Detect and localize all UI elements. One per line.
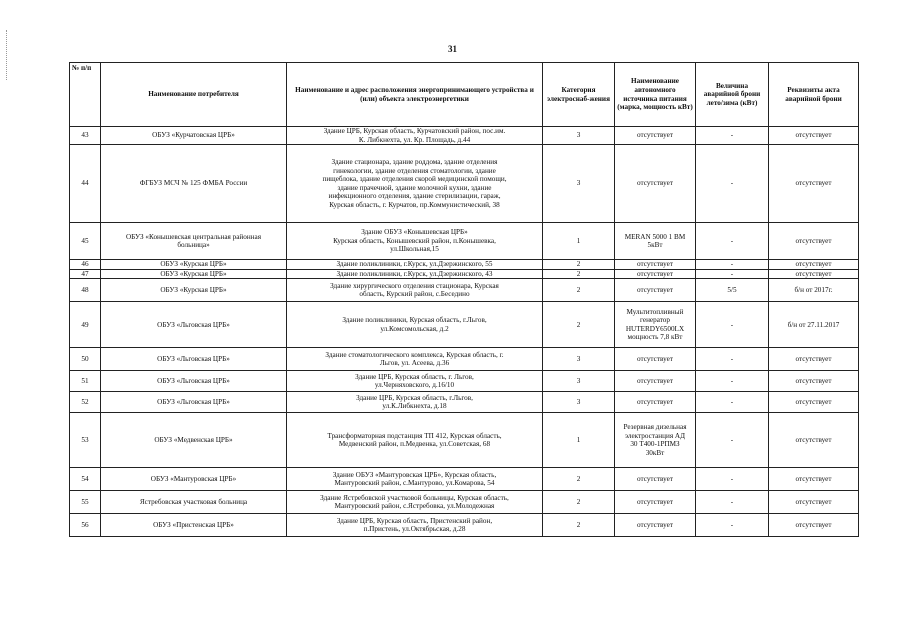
row-consumer: Ястребовская участковая больница — [101, 491, 287, 514]
table-row — [70, 279, 859, 302]
row-number: 53 — [70, 413, 101, 468]
row-reserve: - — [696, 127, 769, 145]
row-reserve: - — [696, 348, 769, 371]
row-consumer: ОБУЗ «Льговская ЦРБ» — [101, 392, 287, 413]
table-row — [70, 491, 859, 514]
row-power-source: отсутствует — [615, 145, 696, 223]
table-row — [70, 269, 859, 279]
row-category: 3 — [543, 348, 615, 371]
row-number: 44 — [70, 145, 101, 223]
row-act: отсутствует — [769, 371, 859, 392]
row-category: 3 — [543, 145, 615, 223]
table-row — [70, 371, 859, 392]
row-category: 2 — [543, 514, 615, 537]
table-row — [70, 127, 859, 145]
row-act: отсутствует — [769, 491, 859, 514]
table-row — [70, 260, 859, 270]
row-consumer: ОБУЗ «Курчатовская ЦРБ» — [101, 127, 287, 145]
row-power-source: отсутствует — [615, 468, 696, 491]
row-act: отсутствует — [769, 223, 859, 260]
table-row — [70, 145, 859, 223]
row-number: 48 — [70, 279, 101, 302]
row-number: 47 — [70, 269, 101, 279]
row-address: Здание поликлиники, Курская область, г.Льгов, ул.Комсомольская, д.2 — [287, 302, 543, 348]
table-body — [70, 127, 859, 537]
row-category: 1 — [543, 223, 615, 260]
row-consumer: ОБУЗ «Курская ЦРБ» — [101, 260, 287, 270]
row-reserve: - — [696, 491, 769, 514]
row-power-source: отсутствует — [615, 279, 696, 302]
row-category: 1 — [543, 413, 615, 468]
row-consumer: ОБУЗ «Мантуровская ЦРБ» — [101, 468, 287, 491]
row-reserve: - — [696, 223, 769, 260]
row-address: Здание ОБУЗ «Мантуровская ЦРБ», Курская область, Мантуровский район, с.Мантурово, ул.Комарова, 54 — [287, 468, 543, 491]
row-power-source: отсутствует — [615, 269, 696, 279]
row-consumer: ОБУЗ «Медвенская ЦРБ» — [101, 413, 287, 468]
row-power-source: отсутствует — [615, 514, 696, 537]
row-number: 43 — [70, 127, 101, 145]
row-address: Здание Ястребовской участковой больницы, Курская область, Мантуровский район, с.Ястребовка, ул.Молодежная — [287, 491, 543, 514]
row-consumer: ОБУЗ «Курская ЦРБ» — [101, 279, 287, 302]
row-power-source: Резервная дизельная электростанция АД 30 Т400-1РПМЗ 30кВт — [615, 413, 696, 468]
row-address: Здание ЦРБ, Курская область, г.Льгов, ул.К.Либкнехта, д.18 — [287, 392, 543, 413]
row-address: Здание ЦРБ, Курская область, Пристенский район, п.Пристень, ул.Октябрьская, д.28 — [287, 514, 543, 537]
row-number: 45 — [70, 223, 101, 260]
row-consumer: ОБУЗ «Льговская ЦРБ» — [101, 302, 287, 348]
table-row — [70, 392, 859, 413]
header-power-source: Наименование автономного источника питания (марка, мощность кВт) — [615, 63, 696, 127]
row-address: Здание хирургического отделения стационара, Курская область, Курский район, с.Беседино — [287, 279, 543, 302]
row-power-source: отсутствует — [615, 392, 696, 413]
row-power-source: отсутствует — [615, 371, 696, 392]
row-number: 52 — [70, 392, 101, 413]
table-row — [70, 348, 859, 371]
header-address: Наименование и адрес расположения энергопринимающего устройства и (или) объекта электроэнергетики — [287, 63, 543, 127]
header-category: Категория электроснаб-жения — [543, 63, 615, 127]
row-address: Здание ЦРБ, Курская область, г. Льгов, ул.Черняховского, д.16/10 — [287, 371, 543, 392]
header-reserve: Величина аварийной брони лето/зима (кВт) — [696, 63, 769, 127]
row-act: б/н от 2017г. — [769, 279, 859, 302]
row-address: Здание поликлиники, г.Курск, ул.Дзержинского, 55 — [287, 260, 543, 270]
row-category: 2 — [543, 260, 615, 270]
header-consumer: Наименование потребителя — [101, 63, 287, 127]
row-power-source: отсутствует — [615, 348, 696, 371]
row-reserve: - — [696, 371, 769, 392]
row-act: б/н от 27.11.2017 — [769, 302, 859, 348]
row-category: 2 — [543, 279, 615, 302]
row-reserve: - — [696, 145, 769, 223]
row-act: отсутствует — [769, 127, 859, 145]
row-act: отсутствует — [769, 145, 859, 223]
table-header-row — [70, 63, 859, 127]
row-reserve: - — [696, 269, 769, 279]
row-category: 3 — [543, 371, 615, 392]
table-row — [70, 468, 859, 491]
row-power-source: отсутствует — [615, 260, 696, 270]
row-category: 2 — [543, 491, 615, 514]
row-power-source: Мультитопливный генератор HUTERDY6500LX мощность 7,8 кВт — [615, 302, 696, 348]
row-reserve: 5/5 — [696, 279, 769, 302]
table-row — [70, 302, 859, 348]
row-reserve: - — [696, 468, 769, 491]
row-category: 2 — [543, 468, 615, 491]
row-power-source: отсутствует — [615, 127, 696, 145]
row-address: Трансформаторная подстанция ТП 412, Курская область, Медвенский район, п.Медвенка, ул.Советская, 68 — [287, 413, 543, 468]
row-act: отсутствует — [769, 269, 859, 279]
row-address: Здание ОБУЗ «Конышевская ЦРБ» Курская область, Конышевский район, п.Конышевка, ул.Школьная,15 — [287, 223, 543, 260]
table-row — [70, 413, 859, 468]
row-act: отсутствует — [769, 468, 859, 491]
row-consumer: ОБУЗ «Курская ЦРБ» — [101, 269, 287, 279]
row-consumer: ОБУЗ «Льговская ЦРБ» — [101, 371, 287, 392]
row-reserve: - — [696, 413, 769, 468]
row-power-source: MERAN 5000 1 ВМ 5кВт — [615, 223, 696, 260]
row-act: отсутствует — [769, 514, 859, 537]
row-act: отсутствует — [769, 260, 859, 270]
table-row — [70, 223, 859, 260]
row-category: 3 — [543, 392, 615, 413]
row-category: 2 — [543, 302, 615, 348]
row-act: отсутствует — [769, 413, 859, 468]
row-number: 49 — [70, 302, 101, 348]
row-number: 46 — [70, 260, 101, 270]
row-address: Здание стационара, здание роддома, здание отделения гинекологии, здание отделения стоматологии, здание пищеблока, здание отделения скорой медицинской помощи, здание прачечной, здание молочной кухни, здание инфекционного отделения, здание стерилизации, гараж, Курская область, г. Курчатов, пр.Коммунистический, 38 — [287, 145, 543, 223]
row-reserve: - — [696, 514, 769, 537]
margin-mark — [6, 30, 9, 80]
row-act: отсутствует — [769, 392, 859, 413]
row-reserve: - — [696, 260, 769, 270]
row-category: 3 — [543, 127, 615, 145]
row-act: отсутствует — [769, 348, 859, 371]
row-number: 54 — [70, 468, 101, 491]
row-number: 51 — [70, 371, 101, 392]
row-reserve: - — [696, 392, 769, 413]
table-row — [70, 514, 859, 537]
power-consumers-table — [69, 62, 859, 537]
row-consumer: ОБУЗ «Конышевская центральная районная больница» — [101, 223, 287, 260]
row-address: Здание поликлиники, г.Курск, ул.Дзержинского, 43 — [287, 269, 543, 279]
row-category: 2 — [543, 269, 615, 279]
page-number: 31 — [448, 44, 457, 54]
row-consumer: ОБУЗ «Льговская ЦРБ» — [101, 348, 287, 371]
row-power-source: отсутствует — [615, 491, 696, 514]
row-address: Здание ЦРБ, Курская область, Курчатовский район, пос.им. К. Либкнехта, ул. Кр. Площадь, д.44 — [287, 127, 543, 145]
row-number: 50 — [70, 348, 101, 371]
row-consumer: ФГБУЗ МСЧ № 125 ФМБА России — [101, 145, 287, 223]
header-act: Реквизиты акта аварийной брони — [769, 63, 859, 127]
row-number: 56 — [70, 514, 101, 537]
row-reserve: - — [696, 302, 769, 348]
row-number: 55 — [70, 491, 101, 514]
header-number: № п/п — [70, 63, 101, 127]
row-address: Здание стоматологического комплекса, Курская область, г. Льгов, ул. Асеева, д.36 — [287, 348, 543, 371]
row-consumer: ОБУЗ «Пристенская ЦРБ» — [101, 514, 287, 537]
